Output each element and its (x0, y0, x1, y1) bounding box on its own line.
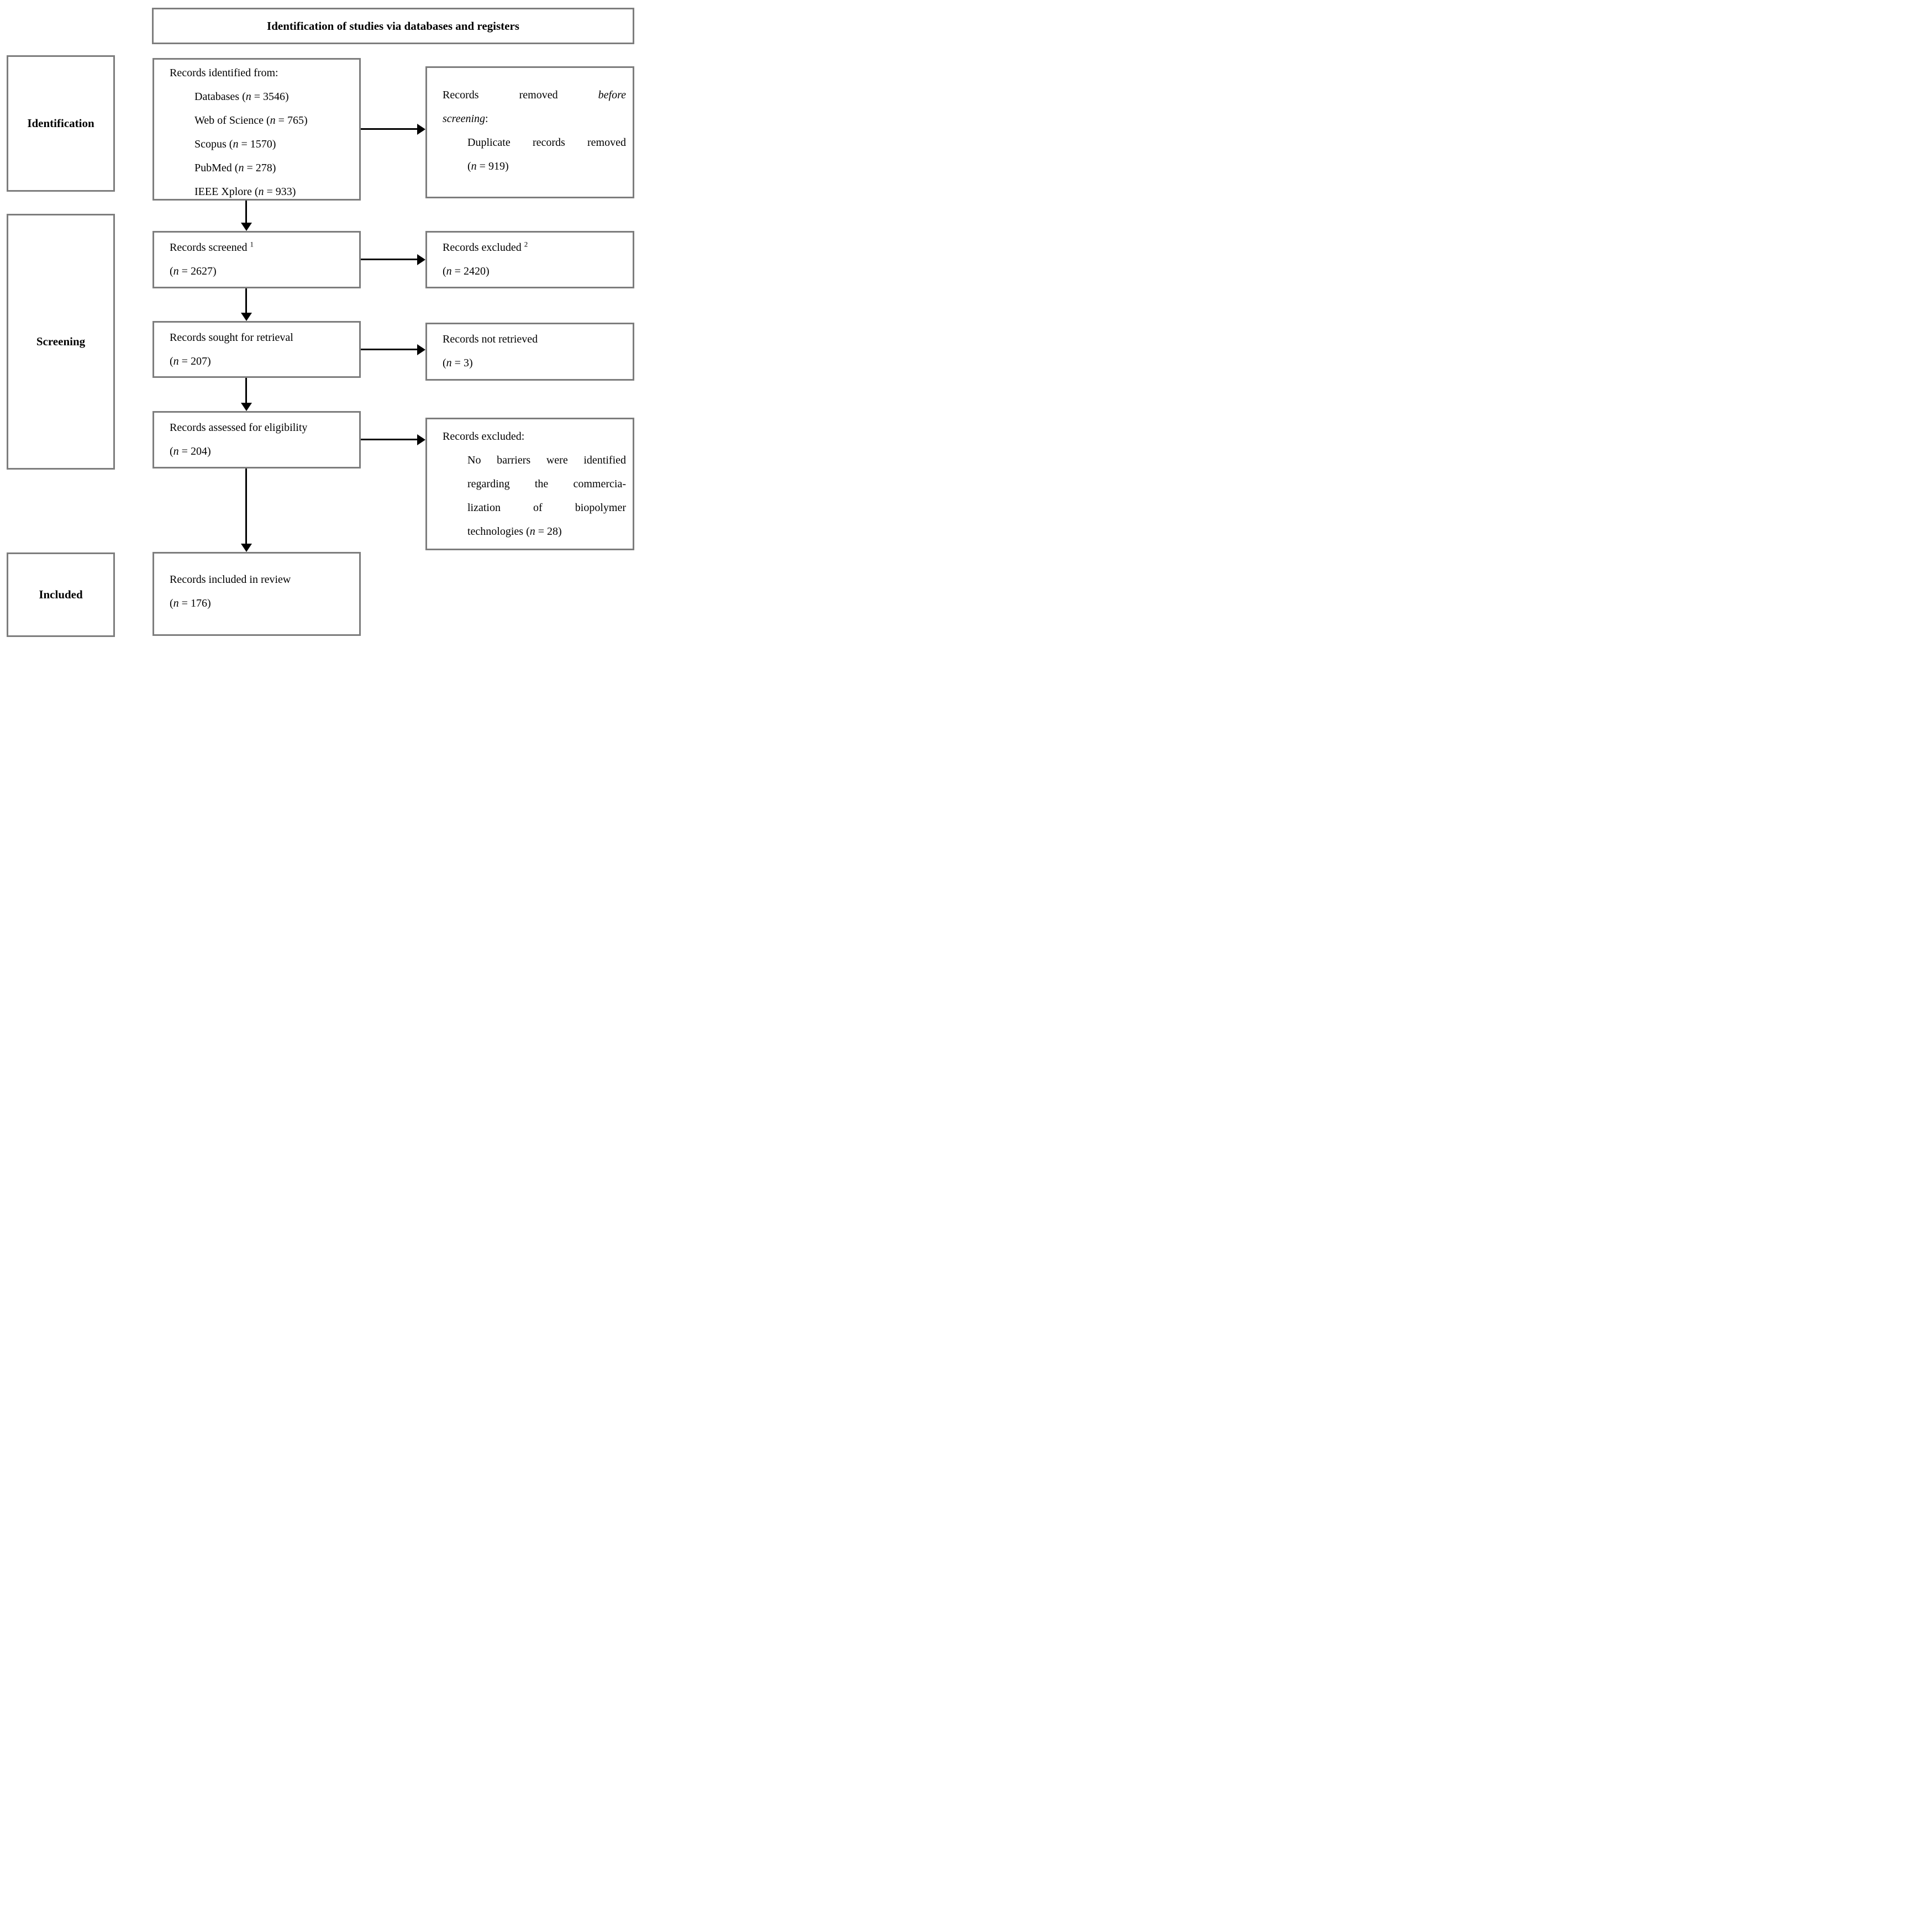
text-segment: 2 (524, 240, 528, 249)
text-segment: n (258, 186, 264, 198)
text-line (443, 449, 626, 472)
text-line (170, 440, 354, 464)
text-segment: = 765) (275, 114, 308, 127)
text-segment: ( (443, 357, 446, 369)
text-line (170, 156, 354, 180)
text-line (170, 592, 354, 615)
text-segment: ( (443, 265, 446, 277)
text-line (170, 326, 354, 350)
text-line (443, 520, 626, 544)
text-line (170, 260, 354, 283)
arrowhead-down-icon (241, 544, 252, 552)
text-segment: n (270, 114, 276, 127)
title-box (152, 8, 634, 44)
text-segment: n (446, 265, 452, 277)
stage-box-identification (7, 55, 115, 192)
text-line (170, 236, 354, 260)
text-segment: No barriers were identified (467, 454, 626, 466)
text-segment: Scopus ( (194, 138, 233, 150)
text-segment: = 278) (244, 162, 276, 174)
text-segment: = 933) (264, 186, 296, 198)
text-line (443, 425, 626, 449)
text-segment: = 176) (178, 597, 211, 609)
text-segment: n (529, 525, 535, 538)
text-segment: n (233, 138, 239, 150)
text-segment: ( (170, 445, 173, 457)
arrow-shaft (245, 378, 247, 404)
arrow-shaft (361, 128, 419, 130)
box-records-not-retrieved (425, 323, 634, 381)
text-line (443, 496, 626, 520)
text-segment: Records identified from: (170, 67, 278, 79)
stage-label-identification: Identification (27, 117, 94, 130)
text-segment: regarding the commercia- (467, 478, 626, 490)
text-segment: = 207) (178, 355, 211, 367)
text-line (443, 131, 626, 155)
text-line (443, 155, 626, 178)
arrowhead-down-icon (241, 313, 252, 321)
text-line (443, 472, 626, 496)
stage-label-included: Included (39, 588, 83, 601)
text-line (170, 109, 354, 133)
stage-label-screening: Screening (36, 335, 86, 348)
text-segment: ( (170, 597, 173, 609)
box-records-assessed-eligibility (152, 411, 361, 468)
box-records-identified (152, 58, 361, 201)
text-segment: Records excluded: (443, 430, 525, 443)
text-segment: Records screened (170, 241, 250, 254)
arrow-sought-to-not-retrieved (361, 344, 425, 355)
text-segment: Records included in review (170, 573, 291, 586)
text-segment: n (471, 160, 477, 172)
text-segment: Records assessed for eligibility (170, 422, 308, 434)
text-segment: = 1570) (238, 138, 276, 150)
text-segment: Duplicate records removed (467, 136, 626, 149)
stage-box-screening (7, 214, 115, 470)
text-segment: technologies ( (467, 525, 530, 538)
text-segment: = 2627) (178, 265, 217, 277)
text-segment: n (173, 597, 179, 609)
arrowhead-right-icon (417, 254, 425, 265)
text-line (170, 416, 354, 440)
arrowhead-down-icon (241, 223, 252, 231)
text-segment: ( (170, 355, 173, 367)
text-segment: before (598, 89, 626, 101)
arrow-assessed-to-excluded (361, 434, 425, 445)
box-records-sought-retrieval (152, 321, 361, 378)
text-segment: = 3) (451, 357, 473, 369)
text-line (443, 107, 626, 131)
arrow-shaft (245, 468, 247, 545)
diagram-title: Identification of studies via databases and registers (267, 19, 519, 33)
text-line (170, 61, 354, 85)
text-segment: Records excluded (443, 241, 524, 254)
text-segment: Web of Science ( (194, 114, 270, 127)
text-segment: n (173, 265, 179, 277)
text-segment: n (173, 445, 179, 457)
text-line (443, 351, 626, 375)
text-line (443, 83, 626, 107)
box-records-included-review (152, 552, 361, 636)
text-segment: Databases ( (194, 91, 246, 103)
text-segment: screening (443, 113, 486, 125)
text-line (170, 133, 354, 156)
stage-box-included (7, 552, 115, 637)
text-segment: n (446, 357, 452, 369)
text-segment: Records sought for retrieval (170, 331, 293, 344)
text-segment: lization of biopolymer (467, 502, 626, 514)
arrow-shaft (245, 201, 247, 224)
text-segment: Records removed (443, 89, 598, 101)
text-segment: n (173, 355, 179, 367)
arrow-screened-to-excluded (361, 254, 425, 265)
arrow-assessed-to-included (241, 468, 252, 552)
text-segment: = 28) (535, 525, 562, 538)
text-segment: Records not retrieved (443, 333, 538, 345)
box-records-removed-before-screening (425, 66, 634, 198)
arrowhead-right-icon (417, 344, 425, 355)
arrowhead-down-icon (241, 403, 252, 411)
arrow-shaft (245, 288, 247, 314)
text-segment: = 919) (476, 160, 509, 172)
text-line (443, 328, 626, 351)
box-records-excluded-eligibility (425, 418, 634, 550)
text-segment: PubMed ( (194, 162, 239, 174)
arrow-sought-to-assessed (241, 378, 252, 411)
arrow-shaft (361, 439, 419, 440)
prisma-flow-diagram (0, 0, 640, 644)
text-segment: = 3546) (251, 91, 289, 103)
text-line (170, 85, 354, 109)
text-segment: : (485, 113, 488, 125)
box-records-screened (152, 231, 361, 288)
arrow-screened-to-sought (241, 288, 252, 321)
text-segment: 1 (250, 240, 254, 249)
text-segment: n (245, 91, 251, 103)
text-segment: ( (170, 265, 173, 277)
text-segment: = 204) (178, 445, 211, 457)
text-segment: n (238, 162, 244, 174)
text-line (170, 568, 354, 592)
text-segment: = 2420) (451, 265, 490, 277)
text-line (443, 260, 626, 283)
arrowhead-right-icon (417, 124, 425, 135)
arrow-shaft (361, 259, 419, 260)
arrow-identified-to-screened (241, 201, 252, 231)
text-line (170, 180, 354, 204)
text-segment: ( (467, 160, 471, 172)
arrowhead-right-icon (417, 434, 425, 445)
arrow-shaft (361, 349, 419, 350)
text-line (443, 236, 626, 260)
box-records-excluded-screening (425, 231, 634, 288)
arrow-identified-to-removed (361, 124, 425, 135)
text-segment: IEEE Xplore ( (194, 186, 259, 198)
text-line (170, 350, 354, 373)
